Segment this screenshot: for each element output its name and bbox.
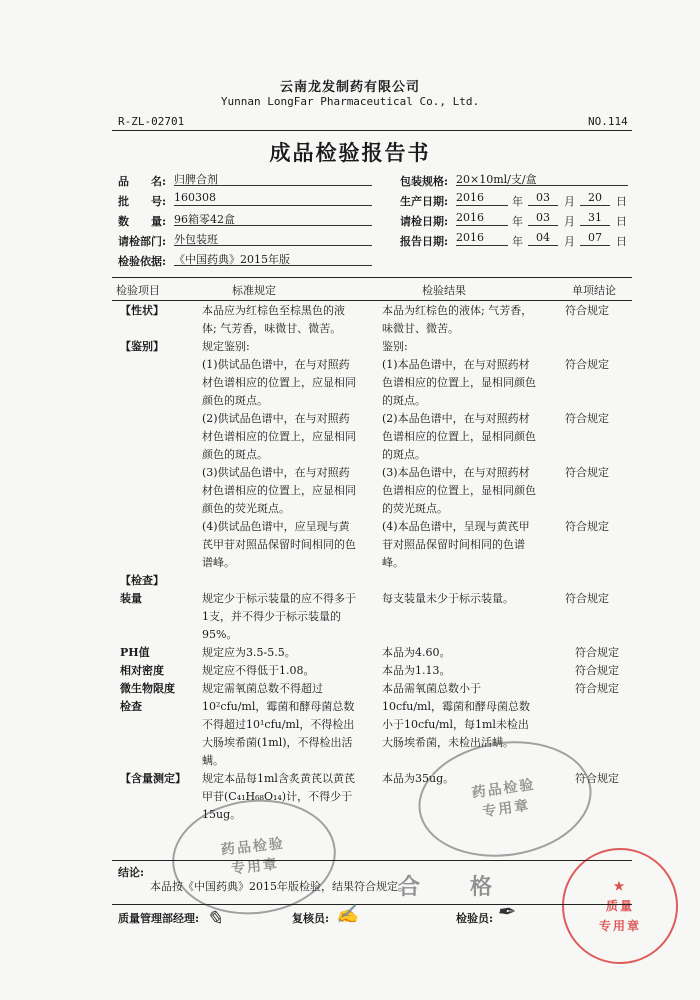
- row-conclusion: 符合规定: [565, 520, 609, 533]
- row-standard: (2)供试品色谱中，在与对照药材色谱相应的位置上，应显相同颜色的斑点。: [202, 412, 356, 461]
- product-value: 归脾合剂: [174, 171, 372, 186]
- row-standard: 规定需氧菌总数不得超过10²cfu/ml，霉菌和酵母菌总数不得超过10¹cfu/ml，不得检出大肠埃希菌(1ml)，不得检出活螨。: [202, 682, 355, 767]
- row-result: (4)本品色谱中，呈现与黄芪甲苷对照品保留时间相同的色谱峰。: [382, 520, 530, 569]
- table-header-divider: [112, 300, 632, 301]
- quantity-label: 数 量:: [118, 215, 167, 228]
- row-result: (3)本品色谱中，在与对照药材色谱相应的位置上，显相同颜色的荧光斑点。: [382, 466, 536, 515]
- row-conclusion: 符合规定: [565, 592, 609, 605]
- inspector-signature: ✒: [496, 900, 515, 925]
- company-name-cn: 云南龙发制药有限公司: [279, 80, 420, 95]
- footer-divider: [112, 904, 632, 905]
- month-unit: 月: [564, 235, 575, 248]
- month-unit: 月: [564, 195, 575, 208]
- conclusion-top-divider: [112, 860, 632, 861]
- row-standard: 规定应不得低于1.08。: [202, 664, 315, 677]
- row-standard: 规定本品每1ml含炙黄芪以黄芪甲苷(C₄₁H₆₈O₁₄)计，不得少于15ug。: [202, 772, 355, 821]
- row-result: (2)本品色谱中，在与对照药材色谱相应的位置上，显相同颜色的斑点。: [382, 412, 536, 461]
- row-standard: (4)供试品色谱中，应呈现与黄芪甲苷对照品保留时间相同的色谱峰。: [202, 520, 356, 569]
- product-label: 品 名:: [118, 175, 167, 188]
- header-item: 检验项目: [116, 284, 160, 297]
- day-unit: 日: [616, 215, 627, 228]
- row-result: (1)本品色谱中，在与对照药材色谱相应的位置上，显相同颜色的斑点。: [382, 358, 536, 407]
- header-conclusion: 单项结论: [572, 284, 616, 297]
- row-standard: 规定应为3.5-5.5。: [202, 646, 296, 659]
- spec-value: 20×10ml/支/盒: [456, 171, 628, 186]
- basis-value: 《中国药典》2015年版: [174, 251, 372, 266]
- spec-label: 包装规格:: [400, 175, 449, 188]
- row-item: 微生物限度检查: [120, 682, 175, 713]
- header-result: 检验结果: [422, 284, 466, 297]
- manager-signature: ✎: [206, 906, 223, 930]
- row-item: 【检查】: [120, 574, 164, 587]
- production-month: 03: [528, 191, 558, 206]
- header-divider: [112, 130, 632, 131]
- report-day: 07: [580, 231, 610, 246]
- row-conclusion: 符合规定: [575, 646, 619, 659]
- row-conclusion: 符合规定: [565, 412, 609, 425]
- request-day: 31: [580, 211, 610, 226]
- document-code: R-ZL-02701: [118, 115, 185, 128]
- row-item: 相对密度: [120, 664, 164, 677]
- table-top-divider: [112, 277, 632, 278]
- production-date-label: 生产日期:: [400, 195, 449, 208]
- row-item: 【性状】: [120, 304, 164, 317]
- year-unit: 年: [512, 235, 523, 248]
- row-conclusion: 符合规定: [565, 466, 609, 479]
- reviewer-label: 复核员:: [292, 912, 330, 925]
- request-year: 2016: [456, 211, 508, 226]
- inspection-seal: 药品检验 专用章: [411, 730, 599, 867]
- header-standard: 标准规定: [232, 284, 276, 297]
- inspector-label: 检验员:: [456, 912, 494, 925]
- row-result: 本品为1.13。: [382, 664, 451, 677]
- row-standard: (1)供试品色谱中，在与对照药材色谱相应的位置上，应显相同颜色的斑点。: [202, 358, 356, 407]
- company-name-en: Yunnan LongFar Pharmaceutical Co., Ltd.: [220, 95, 480, 108]
- conclusion-label: 结论:: [118, 866, 145, 879]
- manager-label: 质量管理部经理:: [118, 912, 200, 925]
- row-conclusion: 符合规定: [565, 358, 609, 371]
- quality-seal: ★ 质量 专用章: [562, 848, 678, 964]
- row-item: 【鉴别】: [120, 340, 164, 353]
- row-item: 【含量测定】: [120, 772, 186, 785]
- production-year: 2016: [456, 191, 508, 206]
- row-result: 本品需氧菌总数小于10cfu/ml，霉菌和酵母菌总数小于10cfu/ml，每1ml未检出大肠埃希菌，未检出活螨。: [382, 682, 530, 749]
- report-month: 04: [528, 231, 558, 246]
- row-result: 本品为4.60。: [382, 646, 451, 659]
- conclusion-text: 本品按《中国药典》2015年版检验，结果符合规定。: [150, 880, 409, 893]
- pass-stamp: 合 格: [398, 874, 507, 900]
- basis-label: 检验依据:: [118, 255, 167, 268]
- row-result: 本品为35ug。: [382, 772, 455, 785]
- report-year: 2016: [456, 231, 508, 246]
- row-conclusion: 符合规定: [565, 304, 609, 317]
- year-unit: 年: [512, 195, 523, 208]
- page-title: 成品检验报告书: [269, 140, 431, 165]
- inspection-seal: 药品检验 专用章: [166, 792, 341, 923]
- row-result: 鉴别:: [382, 340, 408, 353]
- row-result: 本品为红棕色的液体; 气芳香，味微甘、微苦。: [382, 304, 533, 335]
- batch-label: 批 号:: [118, 195, 167, 208]
- day-unit: 日: [616, 235, 627, 248]
- row-item: PH值: [120, 646, 150, 659]
- batch-value: 160308: [174, 191, 372, 206]
- serial-number: NO.114: [588, 115, 628, 128]
- month-unit: 月: [564, 215, 575, 228]
- quantity-value: 96箱零42盒: [174, 211, 372, 226]
- row-conclusion: 符合规定: [575, 682, 619, 695]
- row-result: 每支装量未少于标示装量。: [382, 592, 514, 605]
- row-standard: 规定鉴别:: [202, 340, 250, 353]
- reviewer-signature: ✍: [336, 904, 359, 925]
- department-value: 外包装班: [174, 231, 372, 246]
- row-conclusion: 符合规定: [575, 664, 619, 677]
- row-conclusion: 符合规定: [575, 772, 619, 785]
- request-date-label: 请检日期:: [400, 215, 449, 228]
- request-month: 03: [528, 211, 558, 226]
- row-item: 装量: [120, 592, 142, 605]
- production-day: 20: [580, 191, 610, 206]
- row-standard: (3)供试品色谱中，在与对照药材色谱相应的位置上，应显相同颜色的荧光斑点。: [202, 466, 356, 515]
- department-label: 请检部门:: [118, 235, 167, 248]
- report-date-label: 报告日期:: [400, 235, 449, 248]
- year-unit: 年: [512, 215, 523, 228]
- day-unit: 日: [616, 195, 627, 208]
- row-standard: 规定少于标示装量的应不得多于1支，并不得少于标示装量的95%。: [202, 592, 356, 641]
- row-standard: 本品应为红棕色至棕黑色的液体; 气芳香，味微甘、微苦。: [202, 304, 345, 335]
